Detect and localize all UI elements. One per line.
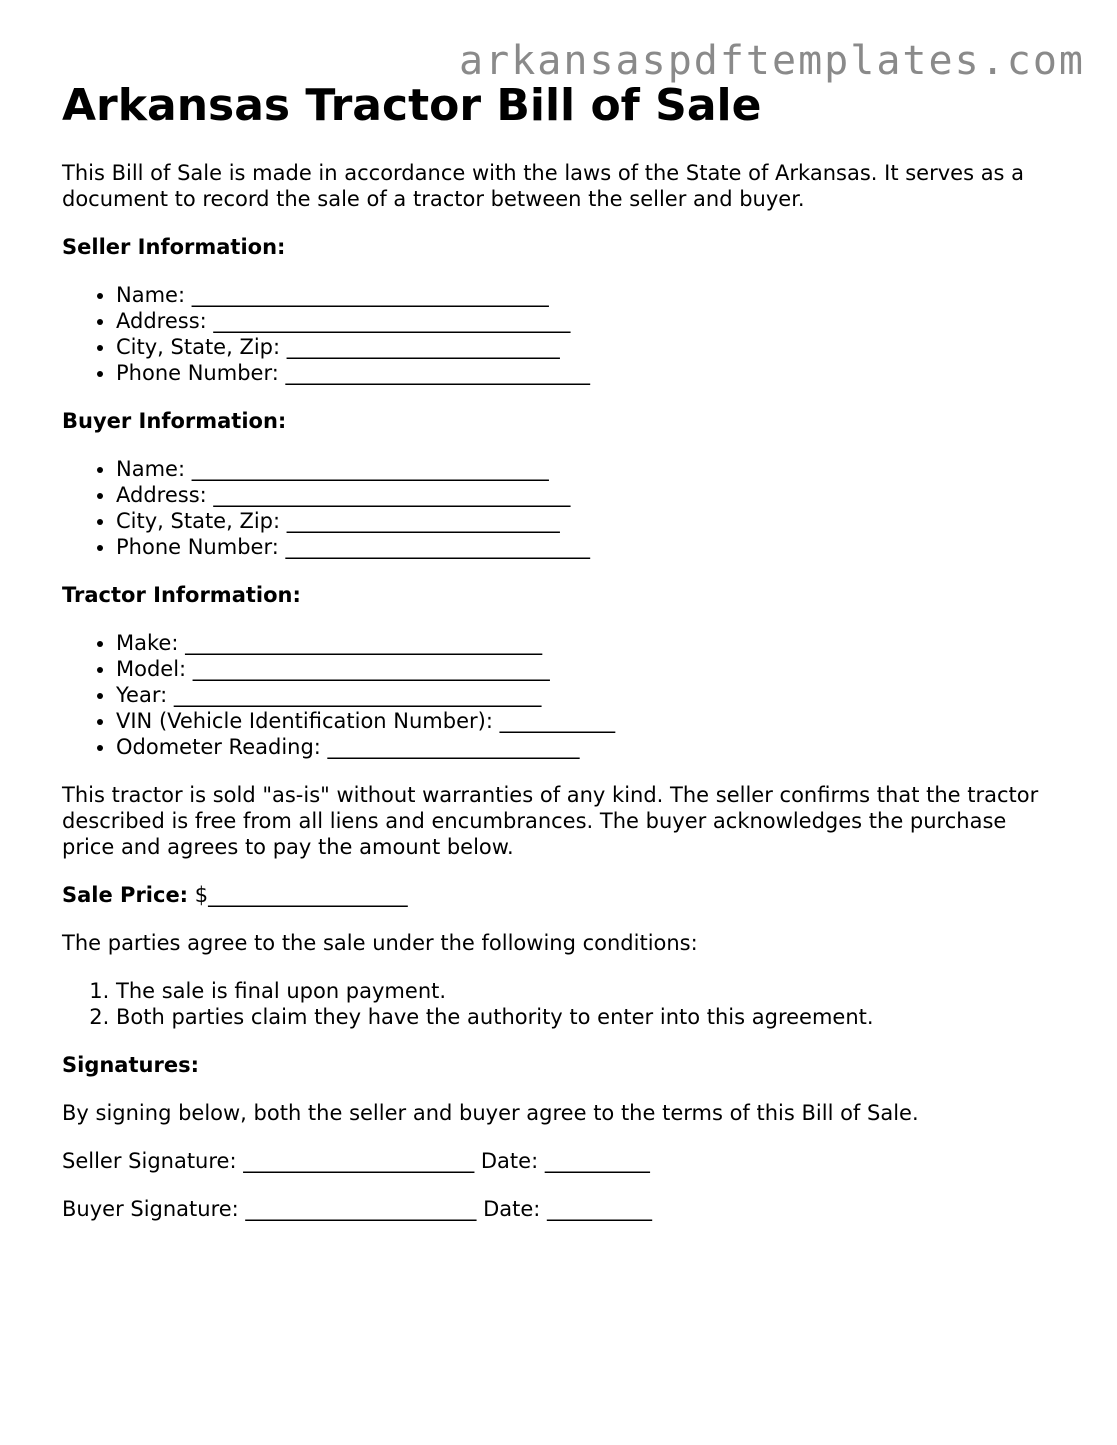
tractor-odometer-field: • Odometer Reading: ________________________ (116, 734, 1062, 760)
tractor-section-heading: Tractor Information: (62, 583, 301, 607)
sale-price-value: $___________________ (194, 883, 408, 907)
tractor-vin-field: • VIN (Vehicle Identification Number): ___________ (116, 708, 1062, 734)
seller-field-list (62, 282, 1062, 386)
signatures-statement: By signing below, both the seller and buyer agree to the terms of this Bill of Sale. (62, 1101, 919, 1125)
site-watermark: arkansaspdftemplates.com (459, 38, 1085, 84)
seller-name-field: • Name: __________________________________ (116, 282, 1062, 308)
signatures-heading: Signatures: (62, 1053, 199, 1077)
seller-section-heading: Seller Information: (62, 235, 286, 259)
condition-item: 1. The sale is final upon payment. (116, 978, 1062, 1004)
sale-price-label: Sale Price: (62, 883, 189, 907)
tractor-make-field: • Make: __________________________________ (116, 630, 1062, 656)
intro-paragraph: This Bill of Sale is made in accordance with the laws of the State of Arkansas. It serves as a document to record the sale of a tractor between the seller and buyer. (62, 161, 1025, 211)
buyer-city-state-zip-field: • City, State, Zip: __________________________ (116, 508, 1062, 534)
buyer-address-field: • Address: __________________________________ (116, 482, 1062, 508)
as-is-statement: This tractor is sold "as-is" without warranties of any kind. The seller confirms that the tractor described is free from all liens and encumbrances. The buyer acknowledges the purchase price and agrees to pay the amount below. (62, 783, 1039, 859)
conditions-list (62, 978, 1062, 1030)
conditions-intro: The parties agree to the sale under the following conditions: (62, 931, 698, 955)
document-title: Arkansas Tractor Bill of Sale (62, 80, 762, 131)
document-page (62, 78, 1062, 1244)
buyer-field-list (62, 456, 1062, 560)
tractor-model-field: • Model: __________________________________ (116, 656, 1062, 682)
buyer-name-field: • Name: __________________________________ (116, 456, 1062, 482)
buyer-signature-line: Buyer Signature: ______________________ Date: __________ (62, 1197, 653, 1221)
seller-signature-line: Seller Signature: ______________________ Date: __________ (62, 1149, 650, 1173)
tractor-year-field: • Year: ___________________________________ (116, 682, 1062, 708)
condition-item: 2. Both parties claim they have the authority to enter into this agreement. (116, 1004, 1062, 1030)
tractor-field-list (62, 630, 1062, 760)
seller-city-state-zip-field: • City, State, Zip: __________________________ (116, 334, 1062, 360)
sale-price-line (62, 882, 1062, 908)
buyer-phone-field: • Phone Number: _____________________________ (116, 534, 1062, 560)
buyer-section-heading: Buyer Information: (62, 409, 287, 433)
seller-phone-field: • Phone Number: _____________________________ (116, 360, 1062, 386)
seller-address-field: • Address: __________________________________ (116, 308, 1062, 334)
